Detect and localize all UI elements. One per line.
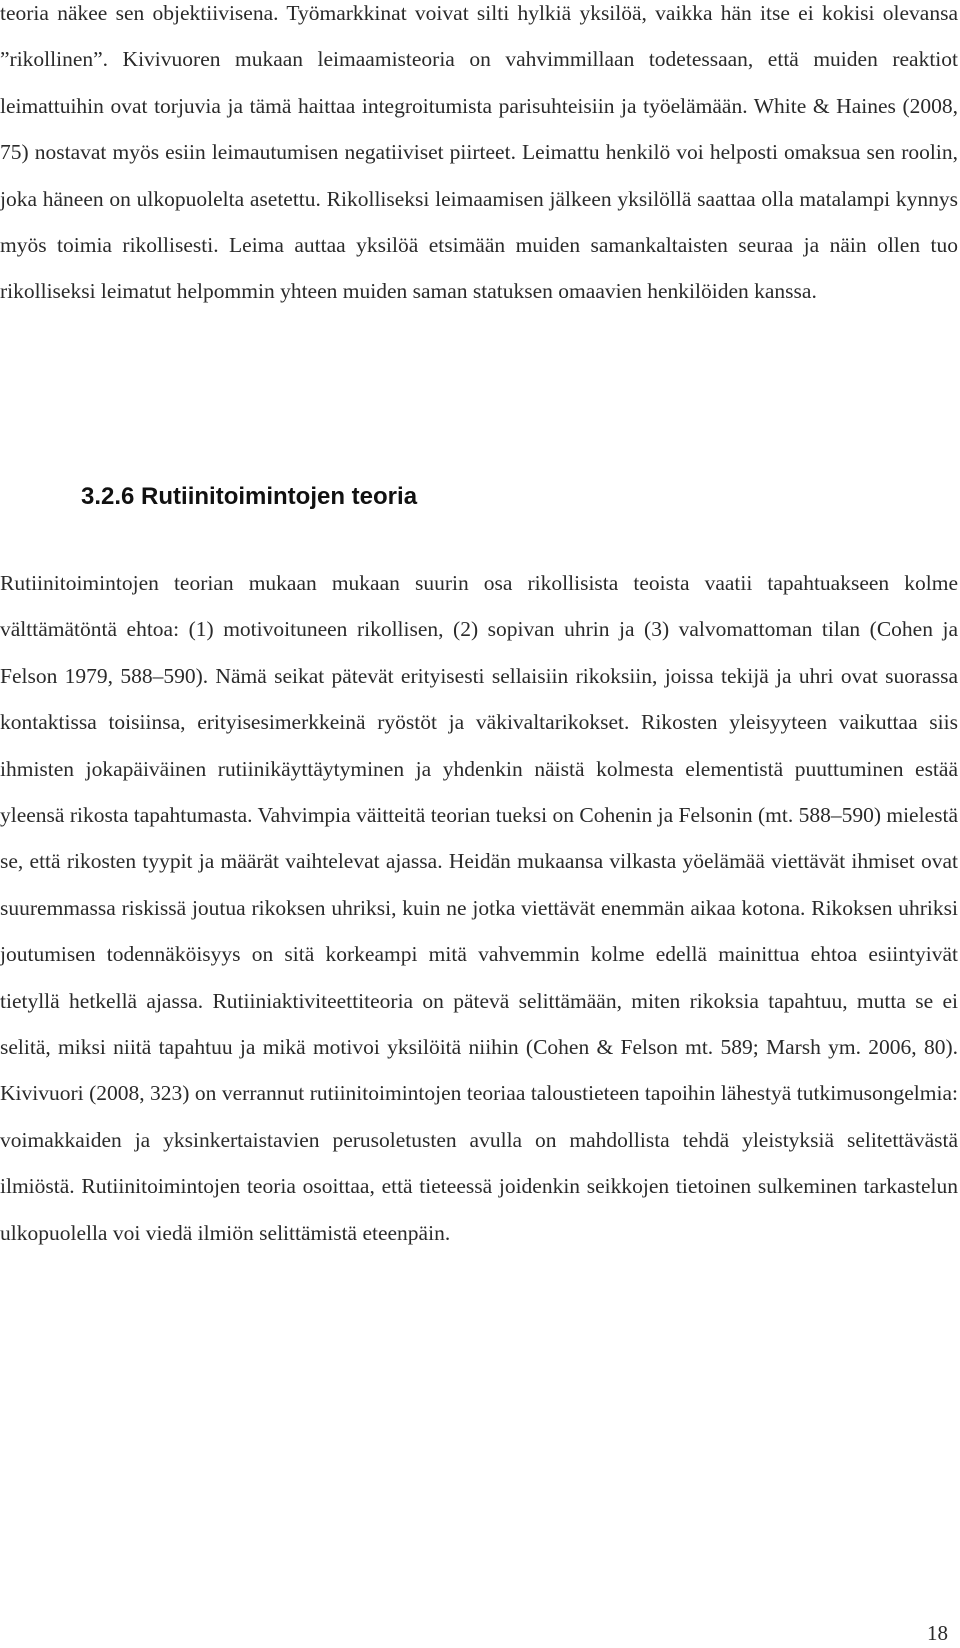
page-number: 18 bbox=[927, 1621, 948, 1645]
section-heading: 3.2.6 Rutiinitoimintojen teoria bbox=[81, 483, 418, 510]
body-paragraph: teoria näkee sen objektiivisena. Työmarkkinat voivat silti hylkiä yksilöä, vaikka hän itse ei kokisi olevansa ”rikollinen”. Kivivuoren mukaan leimaamisteoria on vahvimmillaan todetessaan, että muiden reaktiot leimattuihin ovat torjuvia ja tämä haittaa integroitumista parisuhteisiin ja työelämään. White & Haines (2008, 75) nostavat myös esiin leimautumisen negatiiviset piirteet. Leimattu henkilö voi helposti omaksua sen roolin, joka häneen on ulkopuolelta asetettu. Rikolliseksi leimaamisen jälkeen yksilöllä saattaa olla matalampi kynnys myös toimia rikollisesti. Leima auttaa yksilöä etsimään muiden samankaltaisten seuraa ja näin ollen tuo rikolliseksi leimatut helpommin yhteen muiden saman statuksen omaavien henkilöiden kanssa. bbox=[0, 1, 958, 304]
body-paragraph: Rutiinitoimintojen teorian mukaan mukaan suurin osa rikollisista teoista vaatii tapahtuakseen kolme välttämätöntä ehtoa: (1) motivoituneen rikollisen, (2) sopivan uhrin ja (3) valvomattoman tilan (Cohen ja Felson 1979, 588–590). Nämä seikat pätevät erityisesti sellaisiin rikoksiin, joissa tekijä ja uhri ovat suorassa kontaktissa toisiinsa, erityisesimerkkeinä ryöstöt ja väkivaltarikokset. Rikosten yleisyyteen vaikuttaa siis ihmisten jokapäiväinen rutiinikäyttäytyminen ja yhdenkin näistä kolmesta elementistä puuttuminen estää yleensä rikosta tapahtumasta. Vahvimpia väitteitä teorian tueksi on Cohenin ja Felsonin (mt. 588–590) mielestä se, että rikosten tyypit ja määrät vaihtelevat ajassa. Heidän mukaansa vilkasta yöelämää viettävät ihmiset ovat suuremmassa riskissä joutua rikoksen uhriksi, kuin ne jotka viettävät enemmän aikaa kotona. Rikoksen uhriksi joutumisen todennäköisyys on sitä korkeampi mitä vahvemmin kolme edellä mainittua ehtoa esiintyivät tietyllä hetkellä ajassa. Rutiiniaktiviteettiteoria on pätevä selittämään, miten rikoksia tapahtuu, mutta se ei selitä, miksi niitä tapahtuu ja mikä motivoi yksilöitä niihin (Cohen & Felson mt. 589; Marsh ym. 2006, 80). Kivivuori (2008, 323) on verrannut rutiinitoimintojen teoriaa taloustieteen tapoihin lähestyä tutkimusongelmia: voimakkaiden ja yksinkertaistavien perusoletusten avulla on mahdollista tehdä yleistyksiä selitettävästä ilmiöstä. Rutiinitoimintojen teoria osoittaa, että tieteessä joidenkin seikkojen tietoinen sulkeminen tarkastelun ulkopuolella voi viedä ilmiön selittämistä eteenpäin. bbox=[0, 571, 958, 1245]
